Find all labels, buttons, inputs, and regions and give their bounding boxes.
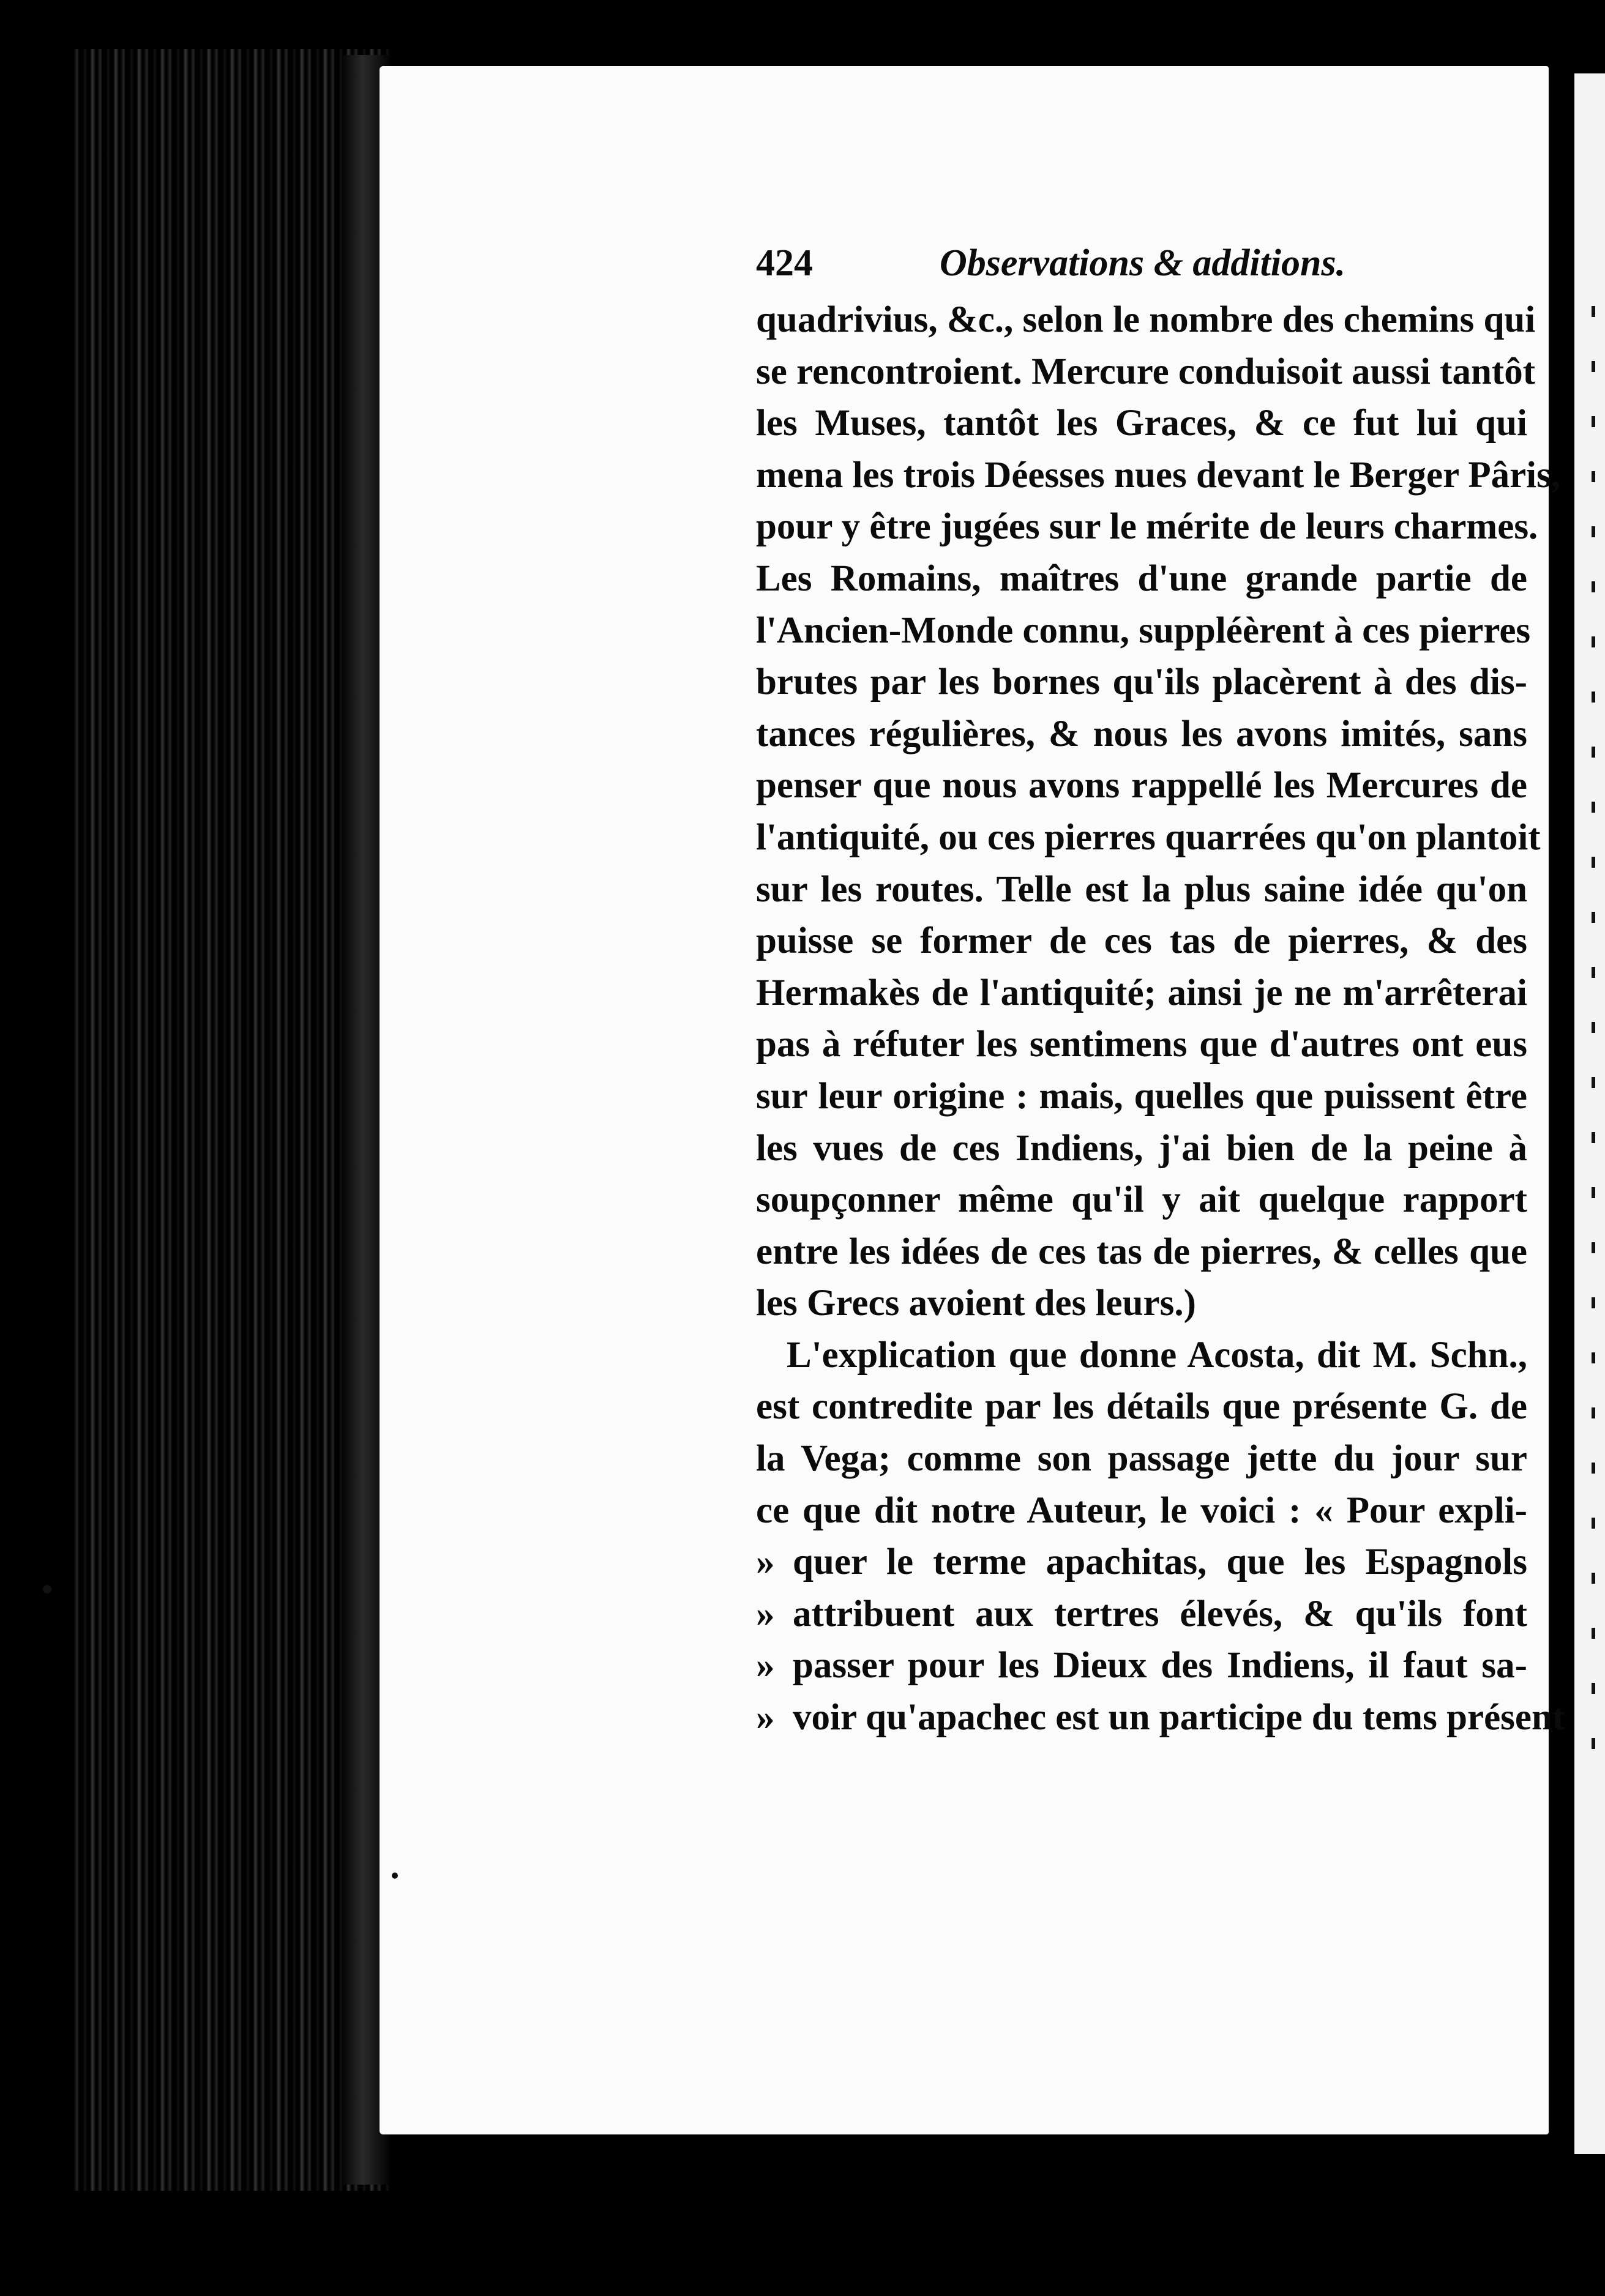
ink-speck <box>43 1585 51 1593</box>
quote-line <box>756 1589 1527 1641</box>
text-line: les Muses, tantôt les Graces, & ce fut lui qui <box>756 403 1527 444</box>
text-line: se rencontroient. Mercure conduisoit aussi tantôt <box>756 351 1536 392</box>
text-line: mena les trois Déesses nues devant le Berger Pâris, <box>756 454 1561 496</box>
text-line: l'Ancien-Monde connu, suppléèrent à ces pierres <box>756 609 1531 651</box>
page-text <box>756 242 1565 1744</box>
text-line: les Grecs avoient des leurs.) <box>756 1283 1196 1324</box>
text-line: la Vega; comme son passage jette du jour sur <box>756 1438 1527 1480</box>
text-line: est contredite par les détails que présente G. de <box>756 1386 1527 1428</box>
quote-mark: » <box>756 1645 775 1687</box>
text-line: ce que dit notre Auteur, le voici : « Pour expli- <box>756 1489 1527 1531</box>
text-line: pas à réfuter les sentimens que d'autres ont eus <box>756 1024 1527 1065</box>
paragraph-2 <box>756 1330 1565 1744</box>
text-line: brutes par les bornes qu'ils placèrent à des dis- <box>756 662 1527 703</box>
text-line: entre les idées de ces tas de pierres, & celles que <box>756 1231 1527 1272</box>
paragraph-1 <box>756 294 1561 1330</box>
text-line: tances régulières, & nous les avons imités, sans <box>756 713 1527 755</box>
quote-text: voir qu'apachec est un participe du tems présent <box>793 1697 1565 1739</box>
next-page-edge <box>1574 73 1605 2154</box>
text-line: pour y être jugées sur le mérite de leurs charmes. <box>756 506 1538 548</box>
text-line: sur leur origine : mais, quelles que puissent être <box>756 1075 1527 1117</box>
quote-text: quer le terme apachitas, que les Espagnols <box>793 1541 1527 1583</box>
quote-mark: » <box>756 1593 775 1634</box>
quote-line <box>756 1692 1565 1744</box>
text-line: les vues de ces Indiens, j'ai bien de la peine à <box>756 1127 1527 1169</box>
text-line: quadrivius, &c., selon le nombre des chemins qui <box>756 299 1536 340</box>
quote-mark: » <box>756 1541 775 1583</box>
text-line: Les Romains, maîtres d'une grande partie de <box>756 557 1527 599</box>
quote-line <box>756 1537 1527 1589</box>
text-line: sur les routes. Telle est la plus saine idée qu'on <box>756 868 1527 910</box>
quote-line <box>756 1640 1527 1692</box>
quote-text: passer pour les Dieux des Indiens, il faut sa- <box>793 1645 1527 1687</box>
text-line: Hermakès de l'antiquité; ainsi je ne m'arrêterai <box>756 972 1527 1013</box>
text-line: puisse se former de ces tas de pierres, & des <box>756 920 1527 962</box>
ink-speck <box>392 1873 398 1879</box>
running-header <box>756 242 1527 294</box>
page-number: 424 <box>756 242 813 284</box>
text-line: penser que nous avons rappellé les Mercures de <box>756 765 1527 807</box>
quote-text: attribuent aux tertres élevés, & qu'ils font <box>793 1593 1527 1634</box>
quote-mark: » <box>756 1697 775 1739</box>
text-line: L'explication que donne Acosta, dit M. Schn., <box>787 1334 1527 1376</box>
text-line: soupçonner même qu'il y ait quelque rapport <box>756 1179 1527 1221</box>
running-head-title: Observations & additions. <box>940 242 1346 284</box>
text-line: l'antiquité, ou ces pierres quarrées qu'on plantoit <box>756 816 1541 858</box>
